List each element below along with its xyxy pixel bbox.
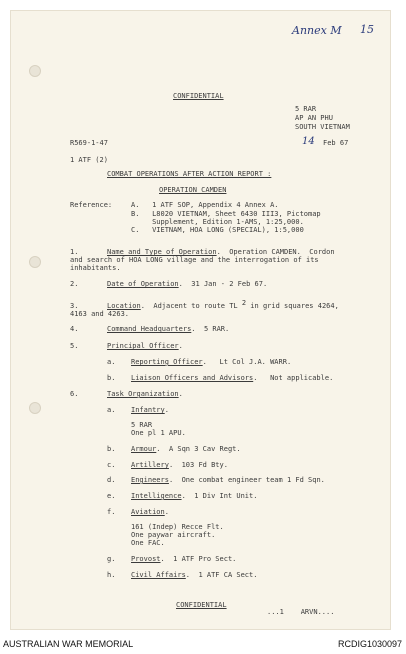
classification-bottom: CONFIDENTIAL: [176, 601, 227, 609]
item-heading: Location: [107, 302, 141, 310]
item-text: . 31 Jan - 2 Feb 67.: [178, 280, 268, 288]
archive-footer: [0, 636, 406, 654]
sub-text: .: [164, 406, 169, 414]
sub-heading: Provost: [131, 555, 161, 563]
sub-heading: Reporting Officer: [131, 358, 203, 366]
sub-detail-line: One paywar aircraft.: [131, 531, 216, 539]
sub-heading: Aviation: [131, 508, 165, 516]
handwritten-day: 14: [302, 136, 315, 147]
sub-text: . A Sqn 3 Cav Regt.: [156, 445, 241, 453]
punch-hole: [29, 402, 41, 414]
sub-text: . 103 Fd Bty.: [168, 461, 228, 469]
classification-top: CONFIDENTIAL: [173, 92, 224, 100]
item-text: inhabitants.: [70, 264, 121, 272]
sub-5a-line: [131, 358, 291, 366]
sub-text: . Lt Col J.A. WARR.: [202, 358, 292, 366]
item-text: . Operation CAMDEN. Cordon: [216, 248, 335, 256]
item-text: . 5 RAR.: [191, 325, 230, 333]
item-heading: Name and Type of Operation: [107, 248, 217, 256]
punch-hole: [29, 256, 41, 268]
item-1-line: [107, 248, 335, 256]
page-number-annotation: 15: [360, 23, 374, 36]
sub-detail-line: One pl 1 APU.: [131, 429, 186, 437]
item-heading: Principal Officer: [107, 342, 179, 350]
sub-6h-line: [131, 571, 257, 579]
sub-6f-line: [131, 508, 169, 516]
sub-5b-line: [131, 374, 333, 382]
sub-heading: Liaison Officers and Advisors: [131, 374, 254, 382]
item-heading: Command Headquarters: [107, 325, 192, 333]
sub-6g-line: [131, 555, 236, 563]
reference-b-cont: Supplement, Edition 1-AMS, 1:25,000.: [131, 218, 304, 226]
reference-a: A. 1 ATF SOP, Appendix 4 Annex A.: [131, 201, 279, 209]
item-text: 4163 and 4263.: [70, 310, 130, 318]
item-number: 5.: [70, 342, 79, 350]
item-number: 1.: [70, 248, 79, 256]
sub-detail-line: One FAC.: [131, 539, 165, 547]
item-heading: Date of Operation: [107, 280, 179, 288]
route-superscript: 2: [241, 299, 247, 307]
sub-detail-line: 161 (Indep) Recce Flt.: [131, 523, 224, 531]
sub-letter: b.: [107, 445, 116, 453]
sub-6e-line: [131, 492, 257, 500]
item-text: .: [178, 390, 183, 398]
sub-6a-line: [131, 406, 169, 414]
sub-heading: Civil Affairs: [131, 571, 186, 579]
sub-letter: c.: [107, 461, 116, 469]
sub-letter: d.: [107, 476, 116, 484]
item-number: 6.: [70, 390, 79, 398]
sub-letter: b.: [107, 374, 116, 382]
sub-letter: f.: [107, 508, 116, 516]
item-3-line: [107, 299, 339, 310]
sub-6b-line: [131, 445, 241, 453]
sub-heading: Intelligence: [131, 492, 182, 500]
punch-hole: [29, 65, 41, 77]
report-title: COMBAT OPERATIONS AFTER ACTION REPORT :: [107, 170, 272, 178]
addressee: 1 ATF (2): [70, 156, 108, 164]
continuation-text: ...1 ARVN....: [267, 608, 335, 616]
sub-text: .: [164, 508, 169, 516]
item-6-line: [107, 390, 183, 398]
file-reference: R569-1-47: [70, 139, 108, 147]
sub-letter: a.: [107, 358, 116, 366]
date-month-year: Feb 67: [323, 139, 349, 147]
sub-detail-line: 5 RAR: [131, 421, 153, 429]
address-unit: 5 RAR: [295, 105, 317, 113]
address-line: SOUTH VIETNAM: [295, 123, 350, 131]
annex-annotation: Annex M: [292, 24, 342, 37]
record-id: RCDIG1030097: [337, 639, 402, 649]
reference-c: C. VIETNAM, HOA LONG (SPECIAL), 1:5,000: [131, 226, 304, 234]
reference-label: Reference:: [70, 201, 113, 209]
item-number: 2.: [70, 280, 79, 288]
item-5-line: [107, 342, 183, 350]
sub-text: . 1 ATF Pro Sect.: [160, 555, 237, 563]
reference-b: B. L8020 VIETNAM, Sheet 6430 III3, Pictomap: [131, 210, 321, 218]
item-heading: Task Organization: [107, 390, 179, 398]
item-number: 4.: [70, 325, 79, 333]
item-text: in grid squares 4264,: [246, 302, 339, 310]
item-text: .: [178, 342, 183, 350]
sub-text: . 1 ATF CA Sect.: [185, 571, 258, 579]
sub-text: . One combat engineer team 1 Fd Sqn.: [168, 476, 325, 484]
operation-name: OPERATION CAMDEN: [159, 186, 227, 194]
sub-letter: e.: [107, 492, 116, 500]
sub-heading: Armour: [131, 445, 157, 453]
item-number: 3.: [70, 302, 79, 310]
address-line: AP AN PHU: [295, 114, 333, 122]
sub-heading: Engineers: [131, 476, 169, 484]
sub-text: . 1 Div Int Unit.: [181, 492, 258, 500]
item-text: . Adjacent to route TL: [140, 302, 238, 310]
sub-letter: a.: [107, 406, 116, 414]
sub-letter: g.: [107, 555, 116, 563]
sub-heading: Infantry: [131, 406, 165, 414]
archive-name: AUSTRALIAN WAR MEMORIAL: [3, 639, 134, 649]
item-4-line: [107, 325, 229, 333]
sub-6c-line: [131, 461, 228, 469]
sub-text: . Not applicable.: [253, 374, 334, 382]
sub-6d-line: [131, 476, 325, 484]
sub-letter: h.: [107, 571, 116, 579]
item-text: and search of HOA LONG village and the interrogation of its: [70, 256, 319, 264]
sub-heading: Artillery: [131, 461, 169, 469]
item-2-line: [107, 280, 267, 288]
